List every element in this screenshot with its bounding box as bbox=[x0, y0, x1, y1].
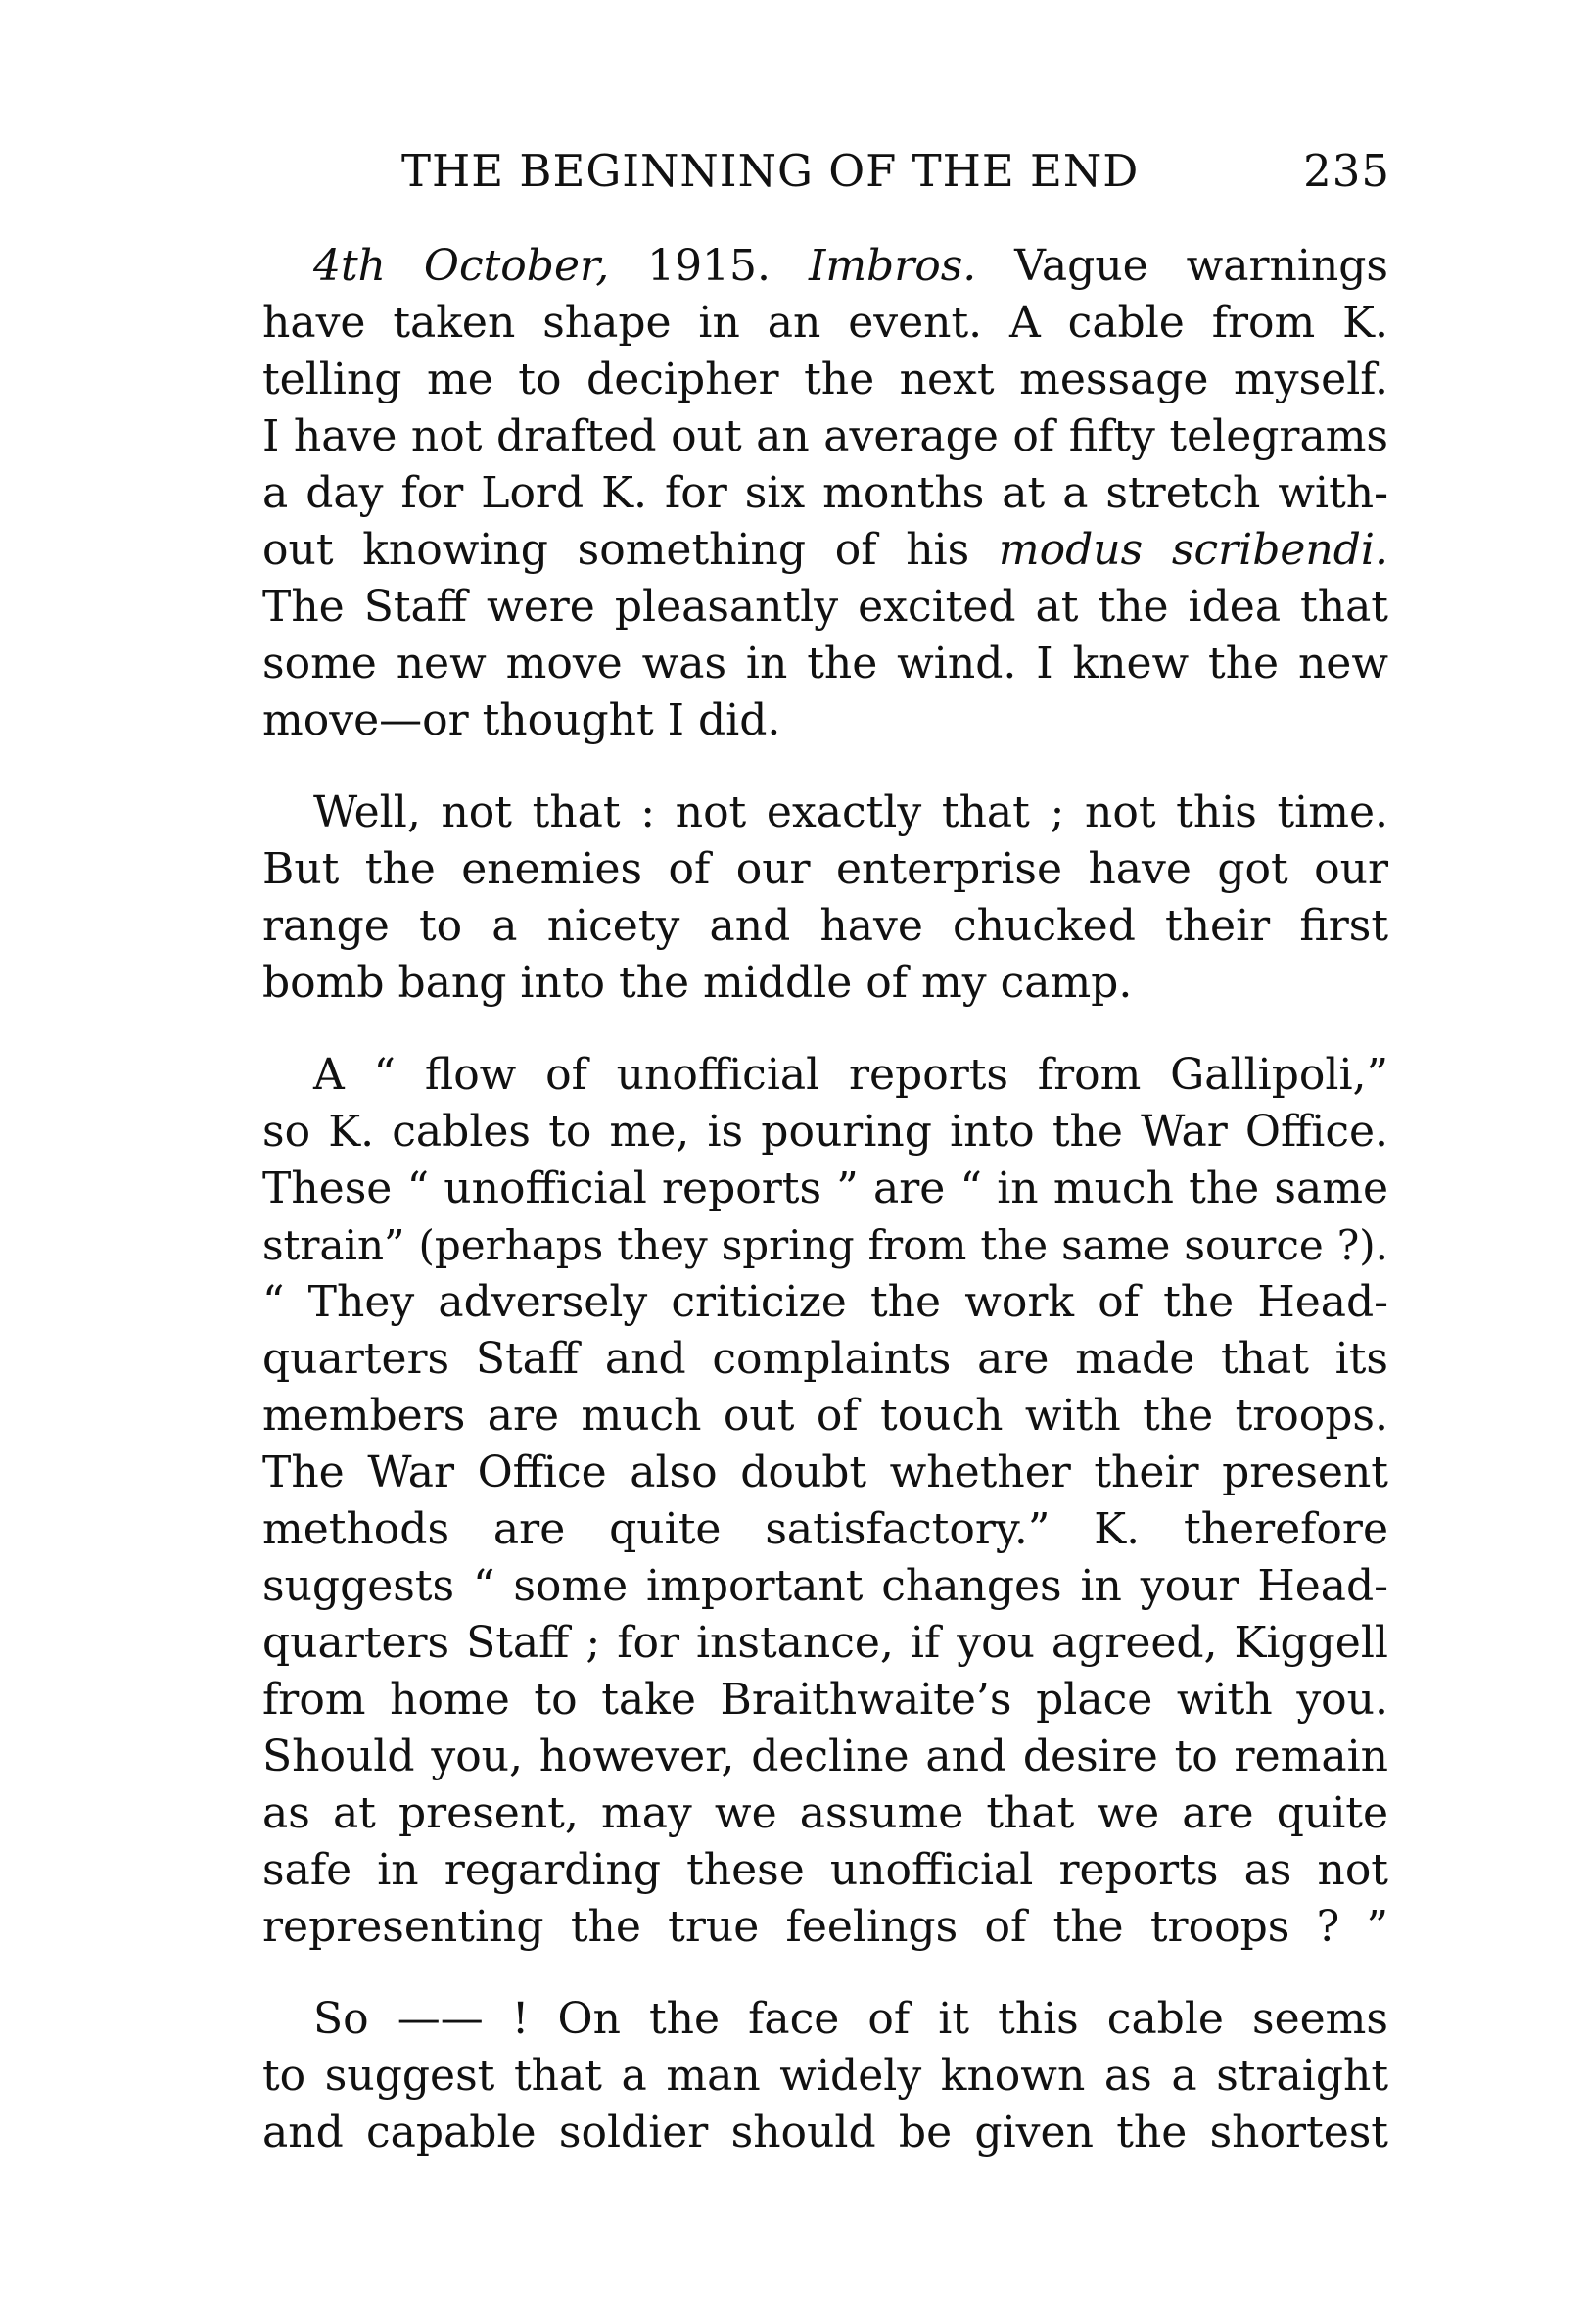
text-line: bomb bang into the middle of my camp. bbox=[262, 958, 1133, 1008]
text-line: methods are quite satisfactory.” K. therefore bbox=[262, 1504, 1388, 1554]
text-line: as at present, may we assume that we are quite bbox=[262, 1788, 1388, 1838]
text-line: suggests “ some important changes in your Head- bbox=[262, 1561, 1388, 1611]
text-line: members are much out of touch with the troops. bbox=[262, 1391, 1388, 1441]
text-line: A “ flow of unofficial reports from Gallipoli,” bbox=[313, 1050, 1388, 1100]
text-line bbox=[313, 237, 1388, 296]
latin-phrase: modus scribendi. bbox=[998, 525, 1388, 575]
text-line: range to a nicety and have chucked their first bbox=[262, 901, 1388, 951]
running-head-title: THE BEGINNING OF THE END bbox=[401, 145, 1140, 197]
text-line: quarters Staff ; for instance, if you agreed, Kiggell bbox=[262, 1618, 1388, 1668]
page-number: 235 bbox=[1303, 145, 1390, 197]
text-line: The War Office also doubt whether their present bbox=[262, 1447, 1388, 1497]
running-head bbox=[401, 145, 1390, 213]
date-day: 4th bbox=[313, 241, 387, 291]
text-line: representing the true feelings of the troops ? ” bbox=[262, 1902, 1388, 1952]
text-line: So —— ! On the face of it this cable seems bbox=[313, 1994, 1388, 2044]
text-line: telling me to decipher the next message myself. bbox=[262, 355, 1388, 404]
text-line: some new move was in the wind. I knew the new bbox=[262, 639, 1388, 688]
text-line: I have not drafted out an average of fifty telegrams bbox=[262, 411, 1388, 461]
text-line: The Staff were pleasantly excited at the idea that bbox=[262, 582, 1388, 632]
text-line: Should you, however, decline and desire to remain bbox=[262, 1731, 1388, 1781]
line-text: out knowing something of his bbox=[262, 525, 999, 575]
text-line: “ They adversely criticize the work of the Head- bbox=[262, 1277, 1388, 1327]
text-line: have taken shape in an event. A cable from K. bbox=[262, 298, 1388, 348]
text-line: Well, not that : not exactly that ; not this time. bbox=[313, 787, 1388, 837]
text-line: These “ unofficial reports ” are “ in much the same bbox=[262, 1163, 1388, 1213]
text-line: But the enemies of our enterprise have got our bbox=[262, 844, 1388, 894]
text-line: so K. cables to me, is pouring into the War Office. bbox=[262, 1107, 1388, 1157]
text-line: move—or thought I did. bbox=[262, 695, 781, 745]
text-line: strain” (perhaps they spring from the same source ?). bbox=[262, 1221, 1388, 1269]
text-line: to suggest that a man widely known as a straight bbox=[262, 2051, 1388, 2101]
text-line: from home to take Braithwaite’s place with you. bbox=[262, 1675, 1388, 1725]
text-line: safe in regarding these unofficial reports as not bbox=[262, 1845, 1388, 1895]
place-name: Imbros. bbox=[808, 241, 977, 291]
date-year: 1915. bbox=[609, 241, 809, 291]
text-line: and capable soldier should be given the shortest bbox=[262, 2108, 1388, 2158]
line-text: Vague warnings bbox=[976, 241, 1389, 291]
text-line: a day for Lord K. for six months at a stretch with- bbox=[262, 468, 1388, 518]
date-month: October, bbox=[423, 241, 610, 291]
text-line: quarters Staff and complaints are made that its bbox=[262, 1334, 1388, 1384]
text-line bbox=[262, 521, 1388, 580]
